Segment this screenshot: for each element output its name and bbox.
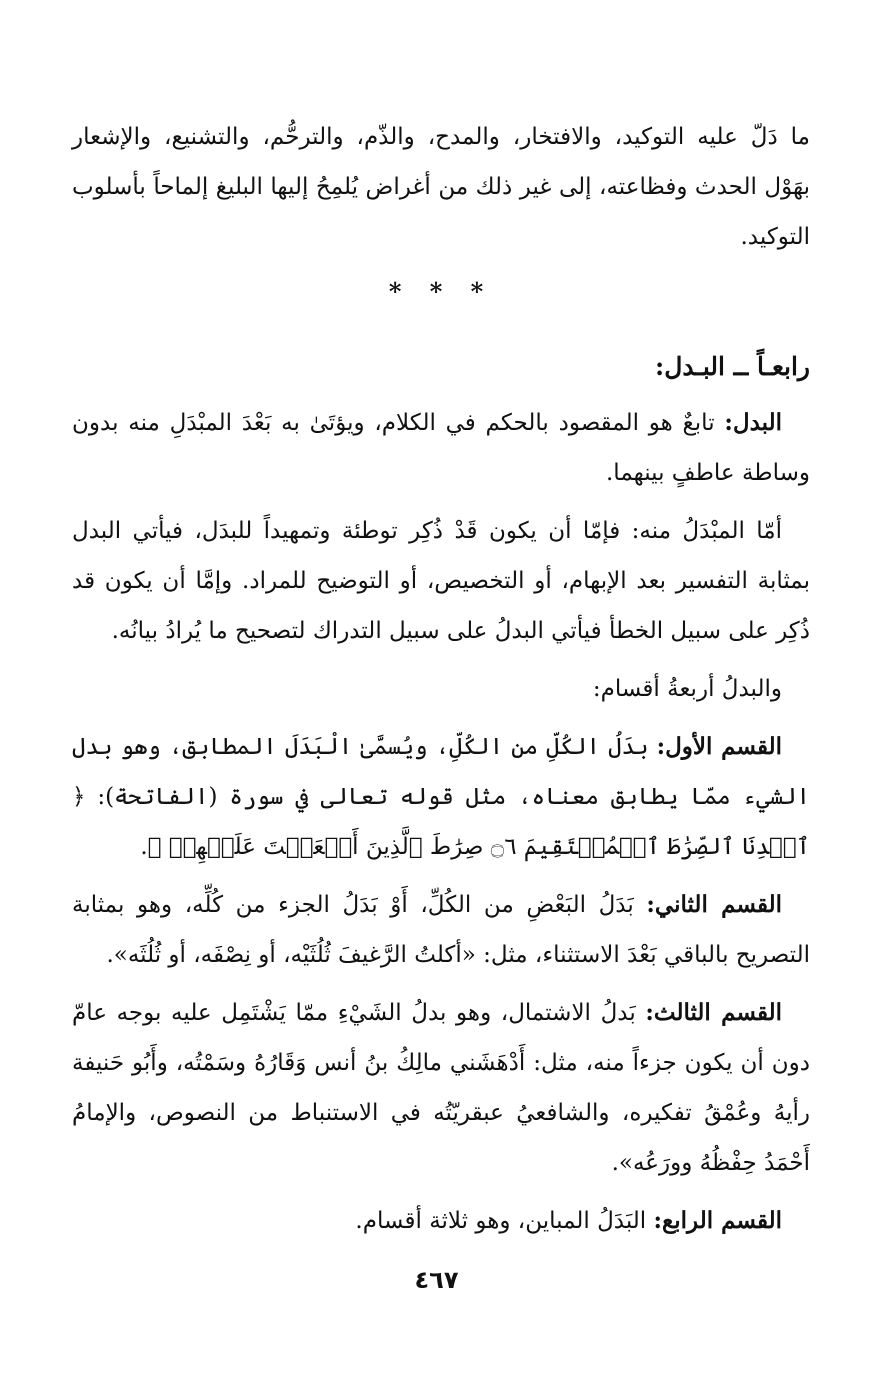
term-division-1: القسم الأول: [656, 733, 782, 760]
term-division-2: القسم الثاني: [646, 891, 782, 918]
text-division-3: بَدلُ الاشتمال، وهو بدلُ الشَيْءِ ممّا يَشْتَمِل عليه بوجه عامّ دون أن يكون جزءاً منه، مثل: أَدْهَشَني مالِكُ بنُ أنس وَقَارُهُ وسَمْتُه، وأَبُو حَنيفة رأيهُ وعُمْقُ تفكيره، والشافعيُ عبقريّتُه في الاستنباط من النصوص، والإمامُ أَحْمَدُ حِفْظُهُ وورَعُه». [72, 1000, 810, 1176]
paragraph-badal-definition [72, 398, 810, 498]
paragraph-mubdal-minhu: أمّا المبْدَلُ منه: فإمّا أن يكون قَدْ ذُكِر توطئة وتمهيداً للبدَل، فيأتي البدل بمثابة التفسير بعد الإبهام، أو التخصيص، أو التوضيح للمراد. وإمَّا أن يكون قد ذُكِر على سبيل الخطأ فيأتي البدلُ على سبيل التدراك لتصحيح ما يُرادُ بيانُه. [72, 518, 810, 644]
paragraph-division-4 [72, 1196, 810, 1246]
text-division-1: بدَلُ الكُلِّ من الكُلِّ، ويُسمَّىٰ الْبَدَلَ المطابق، وهو بدل الشيء ممّا يطابق معناه، مثل قوله تعالى في سورة (الفاتحة): [72, 734, 810, 810]
paragraph-division-2 [72, 880, 810, 980]
term-division-4: القسم الرابع: [653, 1207, 782, 1234]
quran-verse-fatiha: ﴿ ٱهۡدِنَا ٱلصِّرَٰطَ ٱلۡمُسۡتَقِيمَ ۝٦ صِرَٰطَ ٱلَّذِينَ أَنۡعَمۡتَ عَلَيۡهِمۡ ﴾. [72, 784, 810, 860]
section-separator-stars: * * * [388, 277, 494, 306]
paragraph-divisions-intro: والبدلُ أربعةُ أقسام: [592, 676, 782, 702]
paragraph-division-1 [72, 722, 810, 872]
section-heading-badal: رابعـاً ــ البـدل: [655, 352, 810, 381]
page-body [72, 112, 810, 1254]
text-division-2: بَدَلُ البَعْضِ من الكُلِّ، أَوْ بَدَلُ الجزء من كُلِّه، وهو بمثابة التصريح بالباقي بَعْدَ الاستثناء، مثل: «أكلتُ الرَّغيفَ ثُلُثَيْه، أو نِصْفَه، أو ثُلُثَه». [72, 892, 810, 968]
text-division-4: البَدَلُ المباين، وهو ثلاثة أقسام. [355, 1208, 647, 1234]
term-division-3: القسم الثالث: [645, 999, 782, 1026]
page-number: ٤٦٧ [414, 1266, 459, 1294]
paragraph-emphasis-purposes: ما دَلّ عليه التوكيد، والافتخار، والمدح، والذّم، والترحُّم، والتشنيع، والإشعار بهَوْل الحدث وفظاعته، إلى غير ذلك من أغراض يُلمِحُ إليها البليغ إلماحاً بأسلوب التوكيد. [72, 124, 810, 250]
paragraph-division-3 [72, 988, 810, 1188]
term-badal: البدل: [724, 409, 783, 436]
text-badal-definition: تابعٌ هو المقصود بالحكم في الكلام، ويؤتَىٰ به بَعْدَ المبْدَلِ منه بدون وساطة عاطفٍ بينهما. [72, 410, 810, 486]
